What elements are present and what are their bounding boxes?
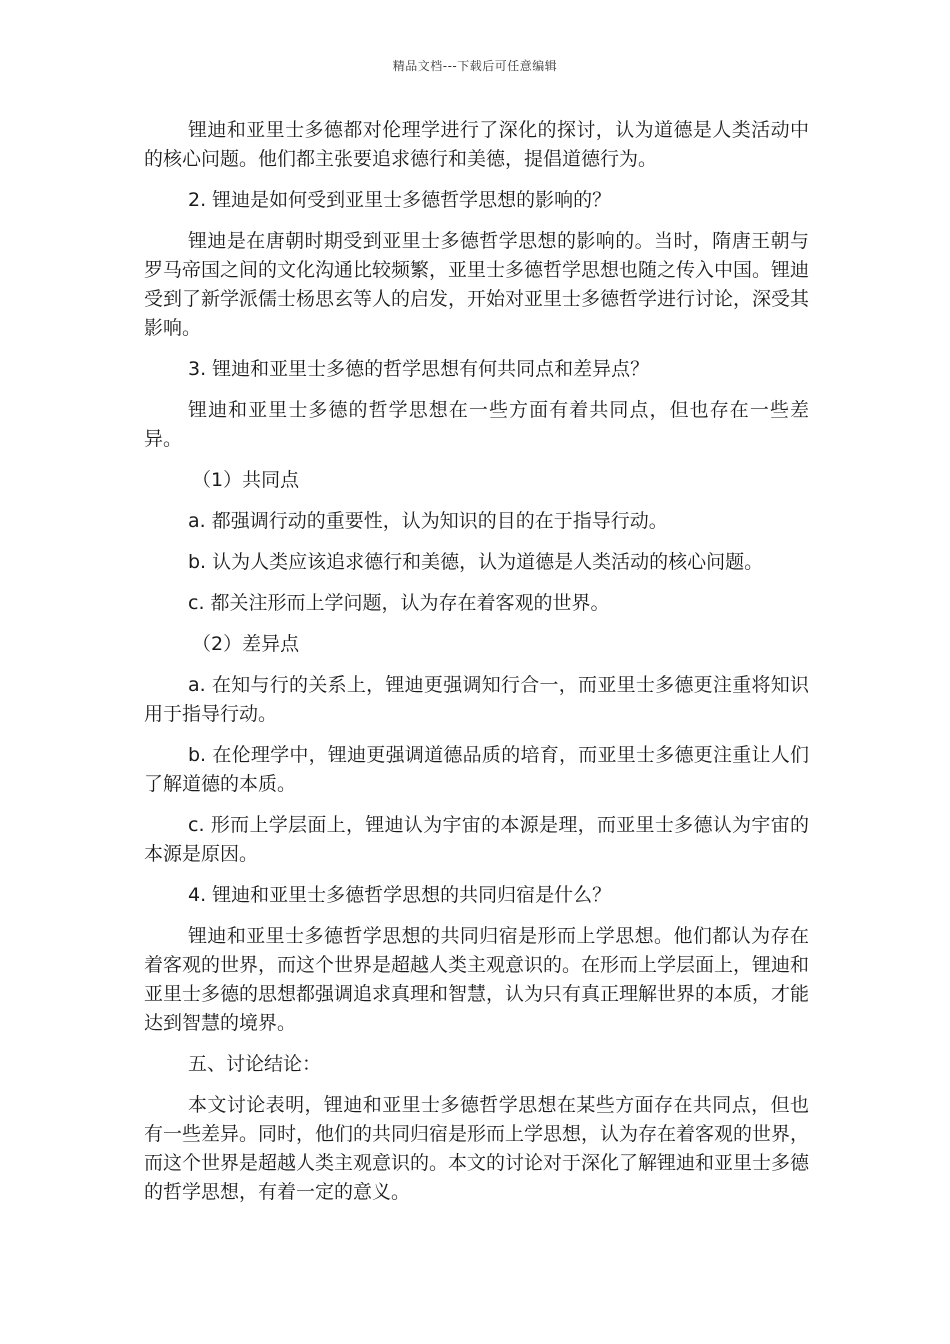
question-3: 3. 锂迪和亚里士多德的哲学思想有何共同点和差异点？ bbox=[188, 358, 650, 380]
paragraph-destination: 锂迪和亚里士多德哲学思想的共同归宿是形而上学思想。他们都认为存在着客观的世界，而这个世界是超越人类主观意识的。在形而上学层面上，锂迪和亚里士多德的思想都强调追求真理和智慧，认为只有真正理解世界的本质，才能达到智慧的境界。 bbox=[144, 925, 810, 1034]
paragraph-influence: 锂迪是在唐朝时期受到亚里士多德哲学思想的影响的。当时，隋唐王朝与罗马帝国之间的文化沟通比较频繁，亚里士多德哲学思想也随之传入中国。锂迪受到了新学派儒士杨思玄等人的启发，开始对亚里士多德哲学进行讨论，深受其影响。 bbox=[144, 230, 810, 339]
paragraph-conclusion: 本文讨论表明，锂迪和亚里士多德哲学思想在某些方面存在共同点，但也有一些差异。同时，他们的共同归宿是形而上学思想，认为存在着客观的世界，而这个世界是超越人类主观意识的。本文的讨论对于深化了解锂迪和亚里士多德的哲学思想，有着一定的意义。 bbox=[144, 1094, 810, 1203]
difference-a: a. 在知与行的关系上，锂迪更强调知行合一，而亚里士多德更注重将知识用于指导行动。 bbox=[144, 674, 809, 725]
question-4: 4. 锂迪和亚里士多德哲学思想的共同归宿是什么？ bbox=[188, 884, 612, 906]
difference-c: c. 形而上学层面上，锂迪认为宇宙的本源是理，而亚里士多德认为宇宙的本源是原因。 bbox=[144, 814, 809, 865]
paragraph-ethics: 锂迪和亚里士多德都对伦理学进行了深化的探讨，认为道德是人类活动中的核心问题。他们都主张要追求德行和美德，提倡道德行为。 bbox=[144, 119, 809, 170]
page-header-watermark: 精品文档---下载后可任意编辑 bbox=[392, 59, 558, 73]
section-5-heading: 五、讨论结论： bbox=[188, 1053, 322, 1075]
question-2: 2. 锂迪是如何受到亚里士多德哲学思想的影响的？ bbox=[188, 189, 612, 211]
paragraph-comparison: 锂迪和亚里士多德的哲学思想在一些方面有着共同点，但也存在一些差异。 bbox=[144, 399, 809, 450]
heading-common-points: （1）共同点 bbox=[192, 469, 300, 491]
heading-differences: （2）差异点 bbox=[192, 633, 300, 655]
document-body bbox=[144, 116, 809, 1219]
common-point-c: c. 都关注形而上学问题，认为存在着客观的世界。 bbox=[188, 592, 610, 614]
difference-b: b. 在伦理学中，锂迪更强调道德品质的培育，而亚里士多德更注重让人们了解道德的本质。 bbox=[144, 744, 809, 795]
common-point-b: b. 认为人类应该追求德行和美德，认为道德是人类活动的核心问题。 bbox=[188, 551, 764, 573]
common-point-a: a. 都强调行动的重要性，认为知识的目的在于指导行动。 bbox=[188, 510, 668, 532]
